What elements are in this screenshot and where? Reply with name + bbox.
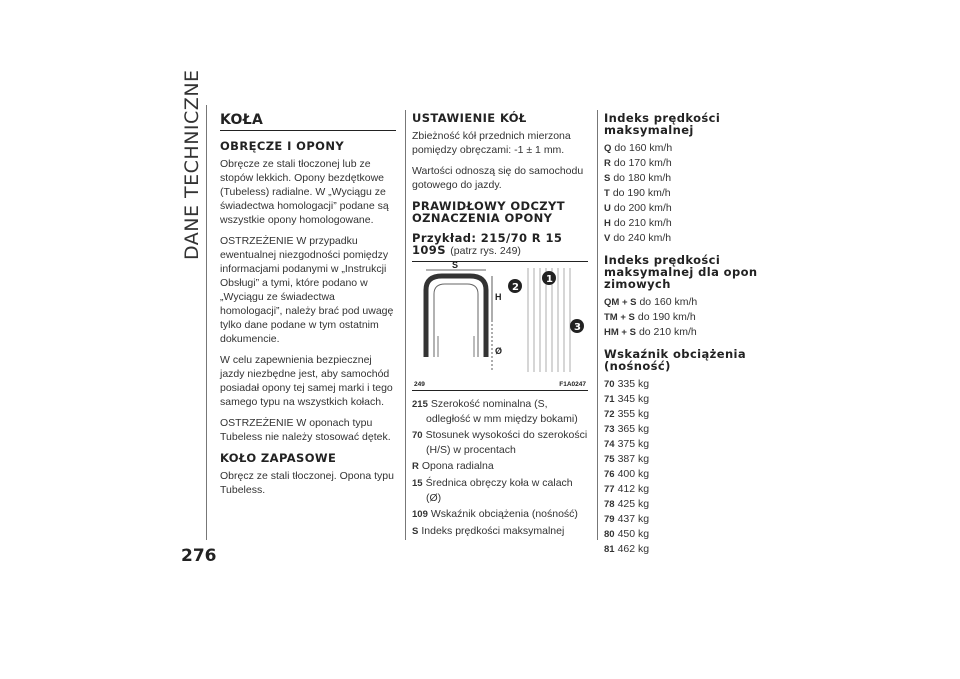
speed-index-row — [604, 201, 780, 216]
figure-code: F1A0247 — [559, 381, 586, 388]
load-index-row — [604, 512, 780, 527]
speed-index-row-code: V — [604, 233, 611, 244]
winter-index-row-value: do 190 km/h — [637, 311, 696, 323]
winter-index-row-code: QM + S — [604, 297, 637, 308]
load-index-row-code: 70 — [604, 379, 615, 390]
speed-index-row — [604, 171, 780, 186]
definition-item-value: Indeks prędkości maksymalnej — [421, 525, 565, 537]
definition-item — [412, 476, 588, 505]
definition-item-code: 15 — [412, 478, 423, 489]
speed-index-row-value: do 170 km/h — [613, 157, 672, 169]
load-index-row-code: 78 — [604, 499, 615, 510]
load-index-row — [604, 377, 780, 392]
load-index-row-value: 425 kg — [617, 498, 650, 510]
column-alignment — [412, 112, 588, 541]
winter-speed-index-list — [604, 295, 780, 340]
spare-wheel-text: Obręcz ze stali tłoczonej. Opona typu Tubeless. — [220, 470, 394, 496]
load-index-row-value: 335 kg — [617, 378, 650, 390]
callout-1-number: 1 — [546, 274, 553, 285]
heading-speed-index: Indeks prędkości maksymalnej — [604, 111, 721, 137]
speed-index-row-value: do 210 km/h — [613, 217, 672, 229]
load-index-row-value: 365 kg — [617, 423, 650, 435]
page-number: 276 — [181, 546, 217, 566]
speed-index-row-code: T — [604, 188, 610, 199]
speed-index-row-value: do 160 km/h — [614, 142, 673, 154]
load-index-row-value: 355 kg — [617, 408, 650, 420]
load-index-row-value: 375 kg — [617, 438, 650, 450]
heading-wheel-alignment: USTAWIENIE KÓŁ — [412, 111, 527, 125]
definition-item-value: Stosunek wysokości do szerokości (H/S) w procentach — [425, 429, 588, 456]
load-index-row-code: 72 — [604, 409, 615, 420]
section-title-wheels: KOŁA — [220, 112, 396, 131]
warning-tubeless: OSTRZEŻENIE W oponach typu Tubeless nie należy stosować dętek. — [220, 417, 391, 443]
alignment-text-2: Wartości odnoszą się do samochodu gotowego do jazdy. — [412, 165, 584, 191]
load-index-row — [604, 407, 780, 422]
warning-homologation: OSTRZEŻENIE W przypadku ewentualnej niezgodności pomiędzy informacjami podanymi w „Instrukcji Obsługi” a tymi, które podano w „Wyciągu ze świadectwa homologacji”, należy brać pod uwagę tylko dane podane w tym ostatnim dokumencie. — [220, 235, 394, 345]
callout-2-number: 2 — [512, 282, 519, 293]
rim-lines — [438, 336, 474, 357]
diameter-label: Ø — [495, 346, 503, 356]
definition-item-code: 109 — [412, 509, 428, 520]
load-index-row-code: 79 — [604, 514, 615, 525]
definition-item — [412, 397, 588, 426]
winter-index-row — [604, 310, 780, 325]
heading-rims-tyres: OBRĘCZE I OPONY — [220, 139, 345, 153]
definition-item-code: 215 — [412, 399, 428, 410]
column-wheels — [220, 112, 396, 504]
speed-index-row-code: H — [604, 218, 611, 229]
definition-item — [412, 507, 588, 522]
definition-item-code: R — [412, 461, 419, 472]
load-index-row-code: 80 — [604, 529, 615, 540]
load-index-row-value: 462 kg — [617, 543, 650, 555]
load-index-row-code: 71 — [604, 394, 615, 405]
load-index-row — [604, 437, 780, 452]
column-divider-1 — [405, 110, 406, 540]
callout-3-number: 3 — [574, 322, 581, 333]
winter-index-row-code: TM + S — [604, 312, 635, 323]
speed-index-row — [604, 231, 780, 246]
winter-index-row-value: do 210 km/h — [638, 326, 697, 338]
load-index-row-code: 77 — [604, 484, 615, 495]
load-index-row-value: 450 kg — [617, 528, 650, 540]
definition-item-value: Szerokość nominalna (S, odległość w mm między bokami) — [426, 398, 578, 425]
definition-item — [412, 428, 588, 457]
winter-index-row — [604, 295, 780, 310]
safety-text: W celu zapewnienia bezpiecznej jazdy niezbędne jest, aby samochód posiadał opony tej samej marki i tego samego typu na wszystkich kołach. — [220, 354, 393, 408]
load-index-row-code: 73 — [604, 424, 615, 435]
load-index-row-value: 345 kg — [617, 393, 650, 405]
load-index-row-code: 75 — [604, 454, 615, 465]
tyre-code-definitions — [412, 397, 588, 539]
winter-index-row-value: do 160 km/h — [639, 296, 698, 308]
speed-index-row-code: U — [604, 203, 611, 214]
speed-index-row-code: R — [604, 158, 611, 169]
load-index-row — [604, 527, 780, 542]
side-section-title: DANE TECHNICZNE — [181, 69, 203, 260]
speed-index-row — [604, 186, 780, 201]
alignment-text-1: Zbieżność kół przednich mierzona pomiędzy obręczami: -1 ± 1 mm. — [412, 130, 571, 156]
column-indexes — [604, 112, 780, 557]
speed-index-row-value: do 190 km/h — [612, 187, 671, 199]
figure-number: 249 — [414, 381, 425, 388]
speed-index-row — [604, 141, 780, 156]
load-index-row — [604, 482, 780, 497]
load-index-row — [604, 497, 780, 512]
speed-index-list — [604, 141, 780, 246]
speed-index-row-value: do 200 km/h — [613, 202, 672, 214]
speed-index-row-code: S — [604, 173, 611, 184]
speed-index-row — [604, 156, 780, 171]
load-index-row-code: 81 — [604, 544, 615, 555]
load-index-row-code: 74 — [604, 439, 615, 450]
winter-index-row — [604, 325, 780, 340]
heading-winter-speed-index: Indeks prędkości maksymalnej dla opon zimowych — [604, 253, 758, 291]
load-index-row — [604, 422, 780, 437]
load-index-row-value: 412 kg — [617, 483, 650, 495]
heading-spare-wheel: KOŁO ZAPASOWE — [220, 451, 337, 465]
width-label-s: S — [452, 262, 459, 270]
height-label-h: H — [495, 292, 502, 302]
speed-index-row-code: Q — [604, 143, 612, 154]
load-index-row — [604, 467, 780, 482]
load-index-row — [604, 392, 780, 407]
definition-item-value: Opona radialna — [421, 460, 494, 472]
column-divider-2 — [597, 110, 598, 540]
speed-index-row — [604, 216, 780, 231]
rims-text: Obręcze ze stali tłoczonej lub ze stopów lekkich. Opony bezdętkowe (Tubeless) radialne. W „Wyciągu ze świadectwa homologacji” podane są wszystkie opony homologowane. — [220, 158, 389, 226]
tyre-inner-outline — [434, 284, 478, 357]
speed-index-row-value: do 180 km/h — [613, 172, 672, 184]
example-ref: (patrz rys. 249) — [450, 245, 521, 257]
example-label: Przykład: 215/70 R 15 109S — [412, 231, 563, 257]
definition-item — [412, 459, 588, 474]
example-heading — [412, 232, 588, 257]
load-index-list — [604, 377, 780, 557]
heading-load-index: Wskaźnik obciążenia (nośność) — [604, 347, 747, 373]
definition-item-code: S — [412, 526, 419, 537]
load-index-row — [604, 542, 780, 557]
heading-tyre-marking: PRAWIDŁOWY ODCZYT OZNACZENIA OPONY — [412, 199, 566, 225]
tyre-figure — [412, 261, 588, 391]
side-divider — [206, 105, 207, 540]
load-index-row-value: 400 kg — [617, 468, 650, 480]
definition-item — [412, 524, 588, 539]
load-index-row-value: 437 kg — [617, 513, 650, 525]
load-index-row-code: 76 — [604, 469, 615, 480]
load-index-row-value: 387 kg — [617, 453, 650, 465]
tyre-cross-section-diagram — [412, 262, 588, 376]
speed-index-row-value: do 240 km/h — [613, 232, 672, 244]
definition-item-code: 70 — [412, 430, 423, 441]
definition-item-value: Wskaźnik obciążenia (nośność) — [430, 508, 578, 520]
load-index-row — [604, 452, 780, 467]
definition-item-value: Średnica obręczy koła w calach (Ø) — [425, 477, 573, 504]
winter-index-row-code: HM + S — [604, 327, 636, 338]
